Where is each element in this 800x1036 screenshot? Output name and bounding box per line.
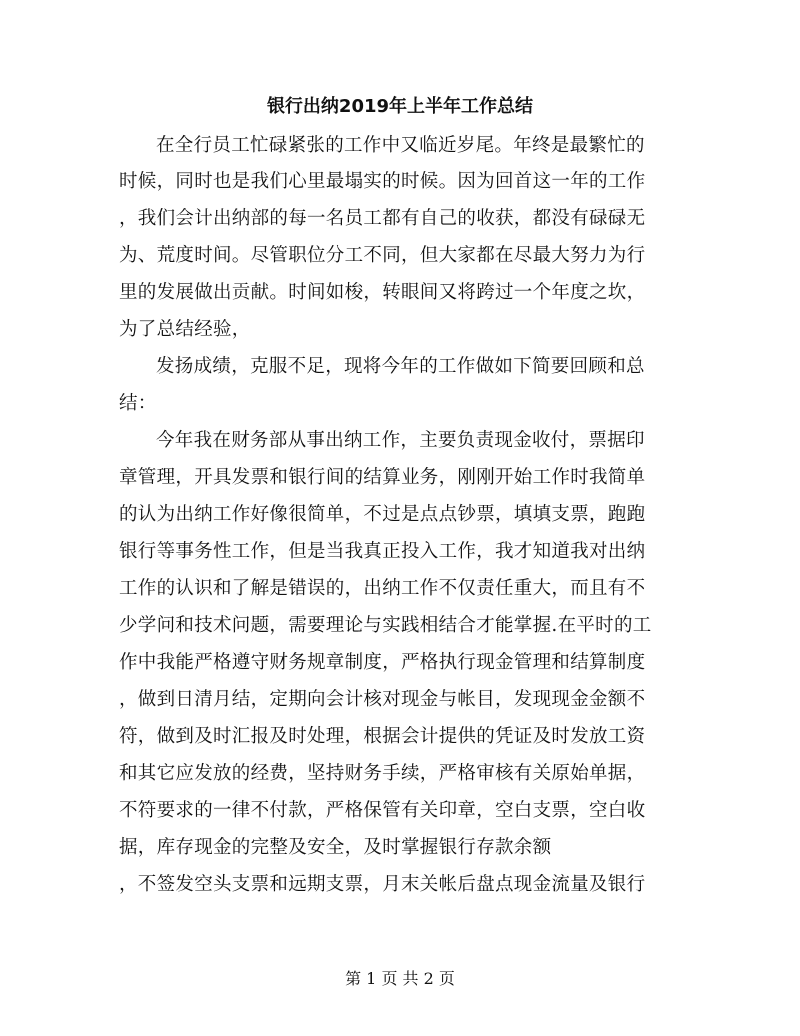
body-line: ，不签发空头支票和远期支票，月末关帐后盘点现金流量及银行 bbox=[119, 874, 646, 895]
body-line: 和其它应发放的经费，坚持财务手续，严格审核有关原始单据， bbox=[119, 763, 646, 784]
body-line: 银行等事务性工作，但是当我真正投入工作，我才知道我对出纳 bbox=[119, 541, 646, 562]
body-line: 不符要求的一律不付款，严格保管有关印章，空白支票，空白收 bbox=[119, 800, 646, 821]
body-line: 章管理，开具发票和银行间的结算业务，刚刚开始工作时我简单 bbox=[119, 467, 646, 488]
body-line: ，做到日清月结，定期向会计核对现金与帐目，发现现金金额不 bbox=[119, 689, 646, 710]
body-line: 符，做到及时汇报及时处理，根据会计提供的凭证及时发放工资 bbox=[119, 726, 646, 747]
body-line: 结： bbox=[119, 393, 157, 414]
body-line: ，我们会计出纳部的每一名员工都有自己的收获，都没有碌碌无 bbox=[119, 208, 646, 229]
document-title: 银行出纳2019年上半年工作总结 bbox=[266, 96, 534, 117]
body-line: 为、荒度时间。尽管职位分工不同，但大家都在尽最大努力为行 bbox=[119, 245, 646, 266]
body-line: 时候，同时也是我们心里最塌实的时候。因为回首这一年的工作 bbox=[119, 171, 646, 192]
body-line: 为了总结经验， bbox=[119, 319, 251, 340]
body-line: 发扬成绩，克服不足，现将今年的工作做如下简要回顾和总 bbox=[156, 356, 645, 377]
body-line: 里的发展做出贡献。时间如梭，转眼间又将跨过一个年度之坎， bbox=[119, 282, 646, 303]
body-line: 据，库存现金的完整及安全，及时掌握银行存款余额 bbox=[119, 837, 552, 858]
body-line: 在全行员工忙碌紧张的工作中又临近岁尾。年终是最繁忙的 bbox=[156, 135, 645, 156]
body-line: 工作的认识和了解是错误的，出纳工作不仅责任重大，而且有不 bbox=[119, 578, 646, 599]
page-number-footer: 第 1 页 共 2 页 bbox=[345, 969, 455, 988]
body-line: 今年我在财务部从事出纳工作，主要负责现金收付，票据印 bbox=[156, 430, 645, 451]
body-line: 少学问和技术问题，需要理论与实践相结合才能掌握.在平时的工 bbox=[119, 615, 652, 636]
body-line: 的认为出纳工作好像很简单，不过是点点钞票，填填支票，跑跑 bbox=[119, 504, 646, 525]
body-line: 作中我能严格遵守财务规章制度，严格执行现金管理和结算制度 bbox=[119, 652, 646, 673]
